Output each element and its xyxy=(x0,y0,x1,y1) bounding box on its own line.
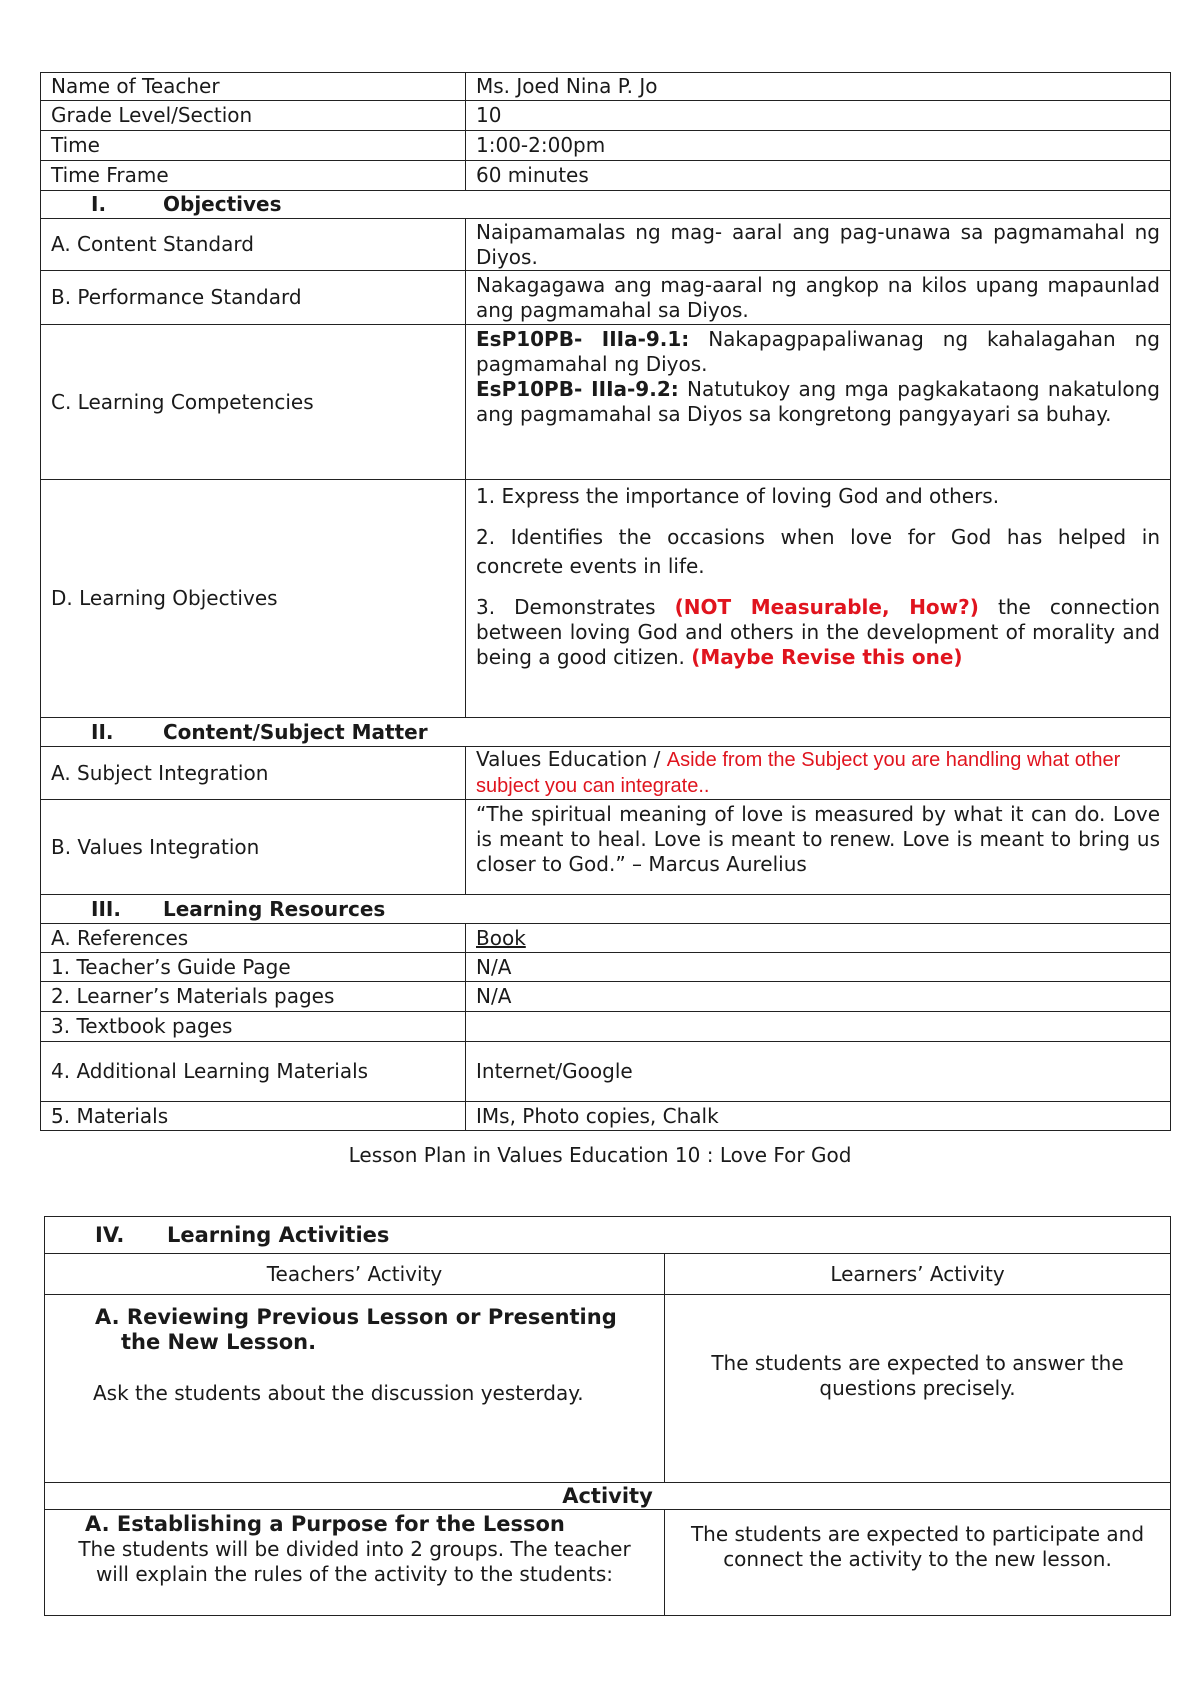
review-note-measurable: (NOT Measurable, How?) xyxy=(674,595,979,619)
time-value: 1:00-2:00pm xyxy=(466,131,1171,161)
resources-title: Learning Resources xyxy=(163,896,386,921)
learning-objective-2: 2. Identifies the occasions when love for God has helped in concrete events in life. xyxy=(476,525,1160,578)
activities-section xyxy=(45,1217,1171,1254)
content-section xyxy=(41,718,1171,747)
learning-objectives-value xyxy=(466,480,1171,718)
objectives-heading xyxy=(41,191,1171,219)
teachers-guide-value: N/A xyxy=(466,953,1171,982)
content-standard-value: Naipamamalas ng mag- aaral ang pag-unawa sa pagmamahal ng Diyos. xyxy=(466,219,1171,271)
competency-1-code: EsP10PB- IIIa-9.1: xyxy=(476,327,690,351)
textbook-value xyxy=(466,1012,1171,1042)
learners-activity-header: Learners’ Activity xyxy=(665,1254,1171,1295)
grade-value: 10 xyxy=(466,101,1171,131)
content-standard-label: A. Content Standard xyxy=(41,219,466,271)
reviewing-row xyxy=(45,1295,1171,1483)
teachers-guide-label: 1. Teacher’s Guide Page xyxy=(41,953,466,982)
purpose-teacher-cell xyxy=(45,1510,665,1616)
competencies-value xyxy=(466,325,1171,480)
activity-label-row xyxy=(45,1483,1171,1510)
learners-materials-label: 2. Learner’s Materials pages xyxy=(41,982,466,1012)
materials-row xyxy=(41,1102,1171,1131)
resources-heading xyxy=(41,895,1171,924)
lesson-plan-table xyxy=(40,72,1171,1131)
learning-objectives-label: D. Learning Objectives xyxy=(41,480,466,718)
additional-materials-label: 4. Additional Learning Materials xyxy=(41,1042,466,1102)
subject-integration-row xyxy=(41,747,1171,800)
competency-2-text: Natutukoy ang mga pagkakataong nakatulong ang pagmamahal sa Diyos sa kongretong pangyayari sa buhay. xyxy=(476,377,1160,426)
learning-objective-3-start: 3. Demonstrates xyxy=(476,595,675,619)
activity-label: Activity xyxy=(45,1483,1171,1510)
timeframe-row xyxy=(41,161,1171,191)
teacher-value: Ms. Joed Nina P. Jo xyxy=(466,73,1171,101)
activities-title: Learning Activities xyxy=(167,1222,390,1247)
objectives-title: Objectives xyxy=(163,192,282,216)
performance-standard-label: B. Performance Standard xyxy=(41,271,466,325)
teacher-row xyxy=(41,73,1171,101)
content-heading xyxy=(41,718,1171,747)
competencies-row xyxy=(41,325,1171,480)
teachers-guide-row xyxy=(41,953,1171,982)
reviewing-learner-cell: The students are expected to answer the questions precisely. xyxy=(665,1295,1171,1483)
competency-1-text: Nakapagpapaliwanag ng kahalagahan ng pagmamahal ng Diyos. xyxy=(476,327,1160,376)
purpose-title: A. Establishing a Purpose for the Lesson xyxy=(85,1512,565,1536)
grade-row xyxy=(41,101,1171,131)
competency-2 xyxy=(476,377,1160,427)
reviewing-text: Ask the students about the discussion yesterday. xyxy=(93,1381,584,1405)
reviewing-title: A. Reviewing Previous Lesson or Presenting the New Lesson. xyxy=(95,1305,617,1354)
time-row xyxy=(41,131,1171,161)
additional-materials-row xyxy=(41,1042,1171,1102)
objectives-section xyxy=(41,191,1171,219)
grade-label: Grade Level/Section xyxy=(41,101,466,131)
values-integration-label: B. Values Integration xyxy=(41,800,466,895)
subject-integration-label: A. Subject Integration xyxy=(41,747,466,800)
timeframe-value: 60 minutes xyxy=(466,161,1171,191)
learning-objective-1: 1. Express the importance of loving God and others. xyxy=(476,484,1000,508)
reviewing-teacher-cell xyxy=(45,1295,665,1483)
purpose-learner-cell: The students are expected to participate and connect the activity to the new lesson. xyxy=(665,1510,1171,1616)
content-standard-row xyxy=(41,219,1171,271)
materials-value: IMs, Photo copies, Chalk xyxy=(466,1102,1171,1131)
purpose-row xyxy=(45,1510,1171,1616)
objectives-num: I. xyxy=(91,192,107,216)
references-value: Book xyxy=(466,924,1171,953)
time-label: Time xyxy=(41,131,466,161)
materials-label: 5. Materials xyxy=(41,1102,466,1131)
competency-1 xyxy=(476,327,1160,377)
resources-num: III. xyxy=(91,896,121,921)
competencies-label: C. Learning Competencies xyxy=(41,325,466,480)
subject-integration-text: Values Education / xyxy=(476,747,667,771)
values-integration-quote: “The spiritual meaning of love is measured by what it can do. Love is meant to heal. Love is meant to renew. Love is meant to bring us closer to God.” – Marcus Aurelius xyxy=(466,800,1171,895)
subject-integration-value xyxy=(466,747,1171,800)
activities-num: IV. xyxy=(95,1222,125,1247)
performance-standard-row xyxy=(41,271,1171,325)
activities-header-row xyxy=(45,1254,1171,1295)
learners-materials-value: N/A xyxy=(466,982,1171,1012)
references-label: A. References xyxy=(41,924,466,953)
additional-materials-value: Internet/Google xyxy=(466,1042,1171,1102)
performance-standard-value: Nakagagawa ang mag-aaral ng angkop na kilos upang mapaunlad ang pagmamahal sa Diyos. xyxy=(466,271,1171,325)
learning-objective-3 xyxy=(476,595,1160,670)
timeframe-label: Time Frame xyxy=(41,161,466,191)
review-note-revise: (Maybe Revise this one) xyxy=(691,645,963,669)
resources-section xyxy=(41,895,1171,924)
subject-integration-note: Aside from the Subject you are handling what other subject you can integrate.. xyxy=(476,749,1121,797)
learning-objective-3-rest: the connection between loving God and others in the development of morality and being a good citizen. xyxy=(476,595,1161,669)
references-row xyxy=(41,924,1171,953)
content-title: Content/Subject Matter xyxy=(163,719,428,744)
teachers-activity-header: Teachers’ Activity xyxy=(45,1254,665,1295)
activities-heading xyxy=(45,1217,1171,1254)
teacher-label: Name of Teacher xyxy=(41,73,466,101)
page-caption: Lesson Plan in Values Education 10 : Love For God xyxy=(348,1143,852,1167)
learning-activities-table xyxy=(44,1216,1171,1616)
learners-materials-row xyxy=(41,982,1171,1012)
competency-2-code: EsP10PB- IIIa-9.2: xyxy=(476,377,679,401)
textbook-label: 3. Textbook pages xyxy=(41,1012,466,1042)
textbook-row xyxy=(41,1012,1171,1042)
purpose-text: The students will be divided into 2 groups. The teacher will explain the rules of the activity to the students: xyxy=(78,1537,631,1586)
values-integration-row xyxy=(41,800,1171,895)
learning-objectives-row xyxy=(41,480,1171,718)
content-num: II. xyxy=(91,719,114,744)
